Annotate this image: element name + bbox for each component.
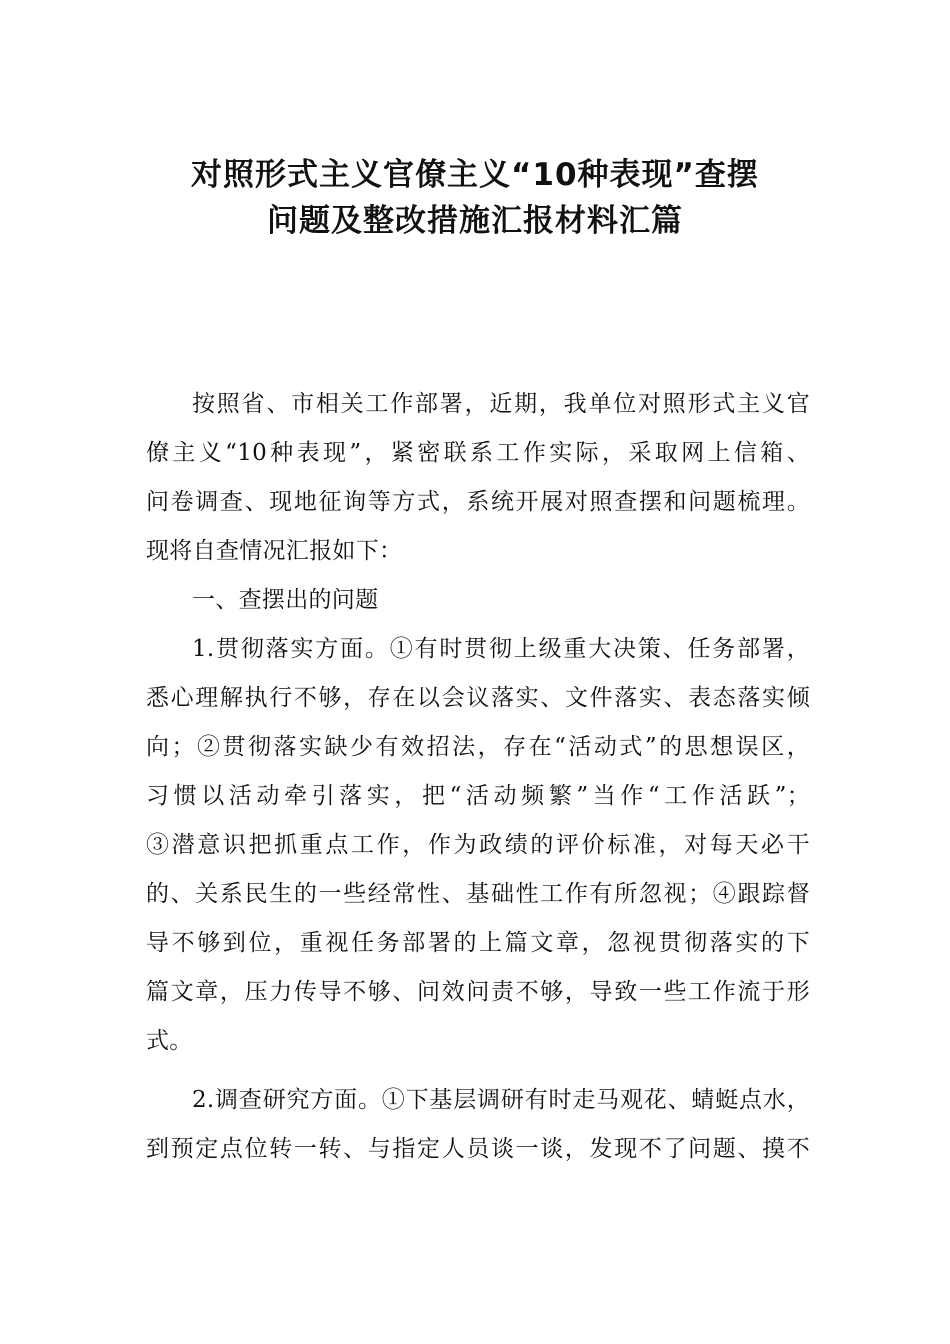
intro-line-1: 按照省、市相关工作部署，近期，我单位对照形式主义官: [192, 391, 810, 417]
item1-line-3: 向；②贯彻落实缺少有效招法，存在“活动式”的思想误区，: [146, 734, 810, 760]
item1-line-1: 1.贯彻落实方面。①有时贯彻上级重大决策、任务部署，: [192, 636, 810, 662]
intro-line-3: 问卷调查、现地征询等方式，系统开展对照查摆和问题梳理。: [146, 489, 810, 515]
item1-line-4: 习惯以活动牵引落实，把“活动频繁”当作“工作活跃”；: [146, 783, 810, 809]
item1-line-9: 式。: [146, 1028, 193, 1054]
document-title: [100, 152, 850, 244]
item2-line-2: 到预定点位转一转、与指定人员谈一谈，发现不了问题、摸不: [146, 1136, 810, 1162]
title-line-2: 问题及整改措施汇报材料汇篇: [267, 203, 683, 239]
document-body: [146, 380, 810, 1174]
item1-line-6: 的、关系民生的一些经常性、基础性工作有所忽视；④跟踪督: [146, 881, 810, 907]
paragraph-gap: [146, 1066, 810, 1076]
intro-line-2: 僚主义“10种表现”，紧密联系工作实际，采取网上信箱、: [146, 440, 810, 466]
intro-line-4: 现将自查情况汇报如下：: [146, 538, 403, 564]
item2-line-1: 2.调查研究方面。①下基层调研有时走马观花、蜻蜓点水，: [192, 1087, 810, 1113]
title-line-1: 对照形式主义官僚主义“10种表现”查摆: [191, 157, 759, 193]
item1-line-8: 篇文章，压力传导不够、问效问责不够，导致一些工作流于形: [146, 979, 810, 1005]
item1-line-7: 导不够到位，重视任务部署的上篇文章，忽视贯彻落实的下: [146, 930, 810, 956]
section-heading: 一、查摆出的问题: [192, 587, 379, 613]
item1-line-5: ③潜意识把抓重点工作，作为政绩的评价标准，对每天必干: [146, 832, 810, 858]
item1-line-2: 悉心理解执行不够，存在以会议落实、文件落实、表态落实倾: [146, 685, 810, 711]
